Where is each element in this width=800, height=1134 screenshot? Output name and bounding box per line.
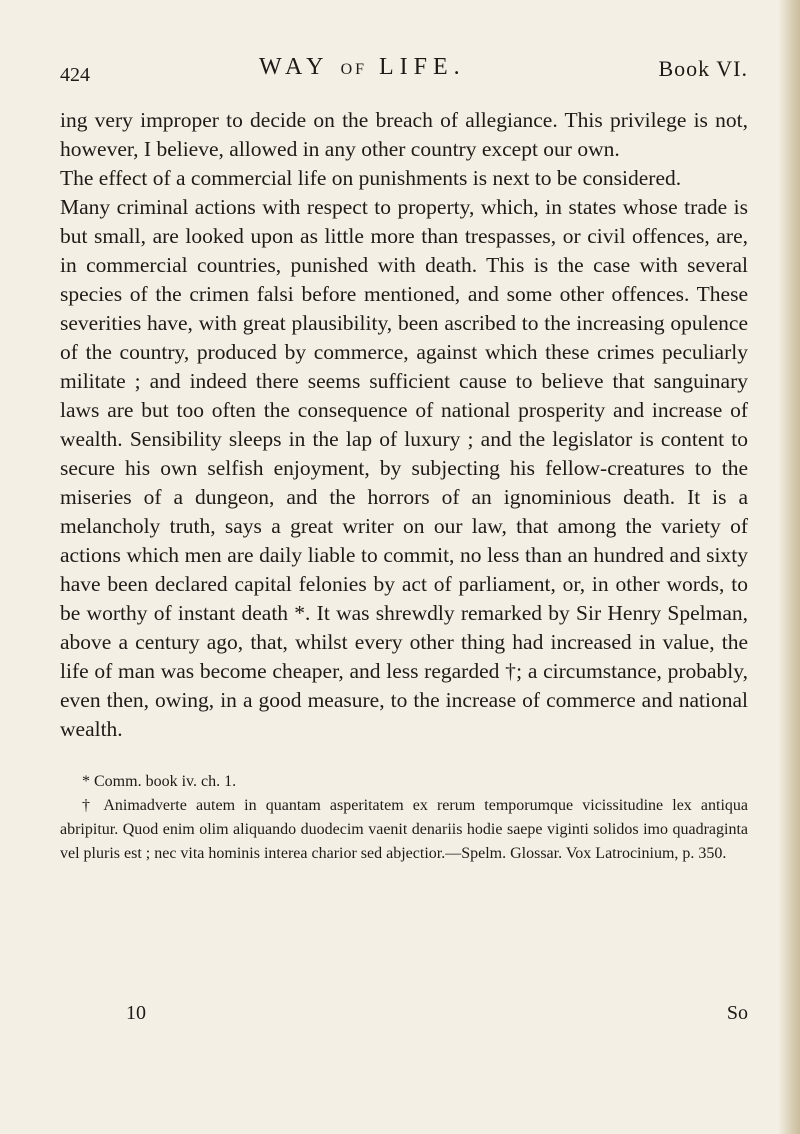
footnote: * Comm. book iv. ch. 1. [82,773,237,790]
running-title-way: WAY [259,54,329,80]
running-title-of: OF [340,61,368,78]
page-footer [60,1002,748,1032]
paragraph: ing very improper to decide on the breach of allegiance. This privilege is not, however, I believe, allowed in any other country except our own. [60,108,748,161]
book-page [60,50,748,866]
page-header [60,50,748,90]
book-label: Book VI. [658,56,748,81]
footnotes [60,770,748,866]
footnote: † Animadverte autem in quantam asperitatem ex rerum temporumque vicissitudine lex antiqua abripitur. Quod enim olim aliquando duodecim vaenit denariis hodie saepe viginti solidos imo quadraginta vel pluris est ; nec vita hominis interea charior sed abjectior.—Spelm. Glossar. Vox Latrocinium, p. 350. [60,797,748,862]
paragraph: Many criminal actions with respect to property, which, in states whose trade is but small, are looked upon as little more than trespasses, or civil offences, are, in commercial countries, punished with death. This is the case with several species of the crimen falsi before mentioned, and some other offences. These severities have, with great plausibility, been ascribed to the increasing opulence of the country, produced by commerce, against which these crimes peculiarly militate ; and indeed there seems sufficient cause to believe that sanguinary laws are but too often the consequence of national prosperity and increase of wealth. Sensibility sleeps in the lap of luxury ; and the legislator is content to secure his own selfish enjoyment, by subjecting his fellow-creatures to the miseries of a dungeon, and the horrors of an ignominious death. It is a melancholy truth, says a great writer on our law, that among the variety of actions which men are daily liable to commit, no less than an hundred and sixty have been declared capital felonies by act of parliament, or, in other words, to be worthy of instant death *. It was shrewdly remarked by Sir Henry Spelman, above a century ago, that, whilst every other thing had increased in value, the life of man was become cheaper, and less regarded †; a circumstance, probably, even then, owing, in a good measure, to the increase of commerce and national wealth. [60,195,748,741]
signature-mark: 10 [126,1002,146,1024]
running-title [259,54,466,81]
page-edge-shadow [778,0,800,1134]
body-text [60,106,748,744]
page-number: 424 [60,64,90,86]
running-title-life: LIFE. [379,54,466,80]
catchword: So [726,1002,748,1024]
paragraph: The effect of a commercial life on punishments is next to be considered. [60,166,682,190]
